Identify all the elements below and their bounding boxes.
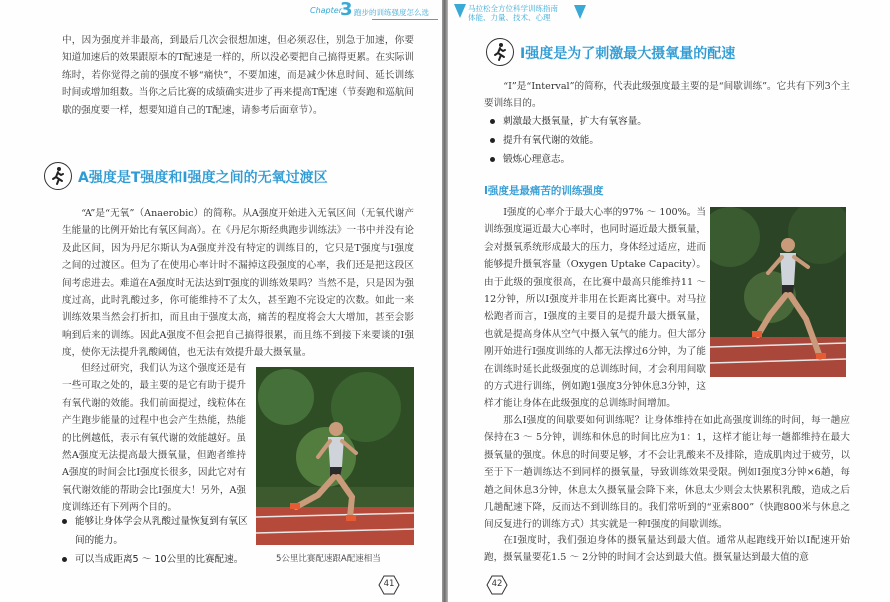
page-right [448, 0, 890, 602]
chapter-word: Chapter [310, 6, 342, 15]
page-number-text: 42 [491, 579, 503, 589]
list-item: 提升有氧代谢的效能。 [490, 131, 740, 150]
list-item: 刺激最大摄氧量，扩大有氧容量。 [490, 112, 740, 131]
header-rule [372, 19, 438, 20]
header-triangle [454, 4, 466, 18]
photo-caption: 5公里比赛配速跟A配速相当 [276, 554, 381, 564]
bullet-list [490, 112, 740, 169]
header-triangle [574, 5, 586, 19]
chapter-title: 跑步的训练强度怎么选 [354, 8, 429, 17]
page-number-text: 41 [383, 579, 395, 589]
section-title: A强度是T强度和I强度之间的无氧过渡区 [78, 170, 328, 186]
paragraph: “A”是“无氧”（Anaerobic）的简称。从A强度开始进入无氧区间（无氧代谢产生能量的比例开始比有氧区间高）。在《丹尼尔斯经典跑步训练法》一书中并没有论及此区间，因为丹尼尔斯认为A强度并没有特定的训练目的，它只是T强度与I强度之间的过渡区。但为了在使用心率计时不漏掉这段强度的心率，我们还是把这段区间考虑进去。难道在A强度时无法达到T强度的训练效果吗？当然不是，只是因为强度过高，此时乳酸过多，你可能维持不了太久，甚至跑不完设定的次数。如此一来训练效果当然会打折扣，而且由于强度太高，痛苦的程度将会大大增加，甚至会影响到后来的训练。因此A强度不但会把自己搞得很累，而且练不到接下来要谈的I强度，使你无法提升乳酸阈值，也无法有效提升最大摄氧量。 [62, 208, 414, 359]
list-item: 锻炼心理意志。 [490, 150, 740, 169]
section-title: I强度是为了刺激最大摄氧量的配速 [520, 46, 736, 62]
chapter-header [310, 2, 438, 20]
page-number [378, 574, 400, 596]
paragraph: 那么I强度的间歇要如何训练呢？让身体维持在如此高强度训练的时间，每一趟应保持在3 ～ 5分钟，训练和休息的时间比应为1：1，这样才能让每一趟都维持在最大摄氧量的强度。休息的时间要足够，才不会让乳酸来不及排除，造成肌肉过于疲劳，以至于下一趟训练达不到同样的摄氧量，导致训练效果受限。例如I强度3分钟×6趟，每趟之间休息3分钟，休息太久摄氧量会降下来，休息太少则会太快累积乳酸，造成之后几趟配速下降，反而达不到训练目的。我们常听到的“亚索800”（快跑800米与休息之间反复进行的训练方式）其实就是一种I强度的间歇训练。 [484, 415, 850, 531]
intro-paragraph: 中，因为强度并非最高，到最后几次会很想加速，但必须忍住，别急于加速，你要知道加速后的效果跟原本的T配速是一样的，所以没必要把自己搞得更累。在实际训练时，若你觉得之前的强度不够“痛快”，不要加速，而是减少休息时间、延长训练时间或增加组数。当你之后比赛的成绩确实进步了再来提高T配速（节奏跑和巡航间歇的强度要一样，想要知道自己的T配速，请参考后面章节）。 [62, 35, 414, 116]
book-title: 马拉松全方位科学训练指南 [468, 4, 558, 13]
runner-photo [256, 367, 414, 545]
list-item: 可以当成距离5 ～ 10公里的比赛配速。 [62, 550, 252, 569]
runner-icon [486, 38, 514, 66]
runner-icon [44, 162, 72, 190]
bullet-list [62, 512, 252, 569]
subsection-title: I强度是最痛苦的训练强度 [484, 185, 604, 197]
intro-paragraph: “I”是“Interval”的简称，代表此级强度最主要的是“间歇训练”。它共有下列3个主要训练目的。 [484, 81, 850, 110]
paragraph: 在I强度时，我们强迫身体的摄氧量达到最大值。通常从起跑线开始以I配速开始跑，摄氧量要花1.5 ～ 2分钟的时间才会达到最大值。摄氧量达到最大值的意 [484, 535, 850, 564]
page-left [0, 0, 442, 602]
chapter-number: 3 [340, 0, 353, 20]
list-item: 能够让身体学会从乳酸过量恢复到有氧区间的能力。 [62, 512, 252, 550]
paragraph: 但经过研究，我们认为这个强度还是有一些可取之处的，最主要的是它有助于提升有氧代谢的效能。我们前面提过，线粒体在产生跑步能量的过程中也会产生热能，热能的比例越低，表示有氧代谢的效能越好。虽然A强度无法提高最大摄氧量，但跑者维持A强度的时间会比I强度长很多，因此它对有氧代谢效能的帮助会比I强度大！另外，A强度训练还有下列两个目的。 [62, 363, 246, 514]
runner-photo [710, 207, 846, 377]
paragraph: I强度的心率介于最大心率的97% ～ 100%。当训练强度逼近最大心率时，也同时逼近最大摄氧量，会对摄氧系统形成最大的压力，身体经过适应，进而能够提升摄氧容量（Oxygen Uptake Capacity）。由于此级的强度很高，在比赛中最高只能维持11 ～ 12分钟，所以I强度并非用在长距离比赛中。对马拉松跑者而言，I强度的主要目的是提升最大摄氧量，也就是提高身体从空气中摄入氧气的能力。但大部分刚开始进行I强度训练的人都无法撑过6分钟，为了能在训练时延长此级强度的总训练时间，才会利用间歇的方式进行训练，例如跑1强度3分钟休息3分钟，这样才能让身体在此级强度的总训练时间增加。 [484, 207, 706, 410]
page-number [486, 574, 508, 596]
book-subtitle: 体能、力量、技术、心理 [468, 13, 551, 22]
book-header [454, 2, 614, 24]
